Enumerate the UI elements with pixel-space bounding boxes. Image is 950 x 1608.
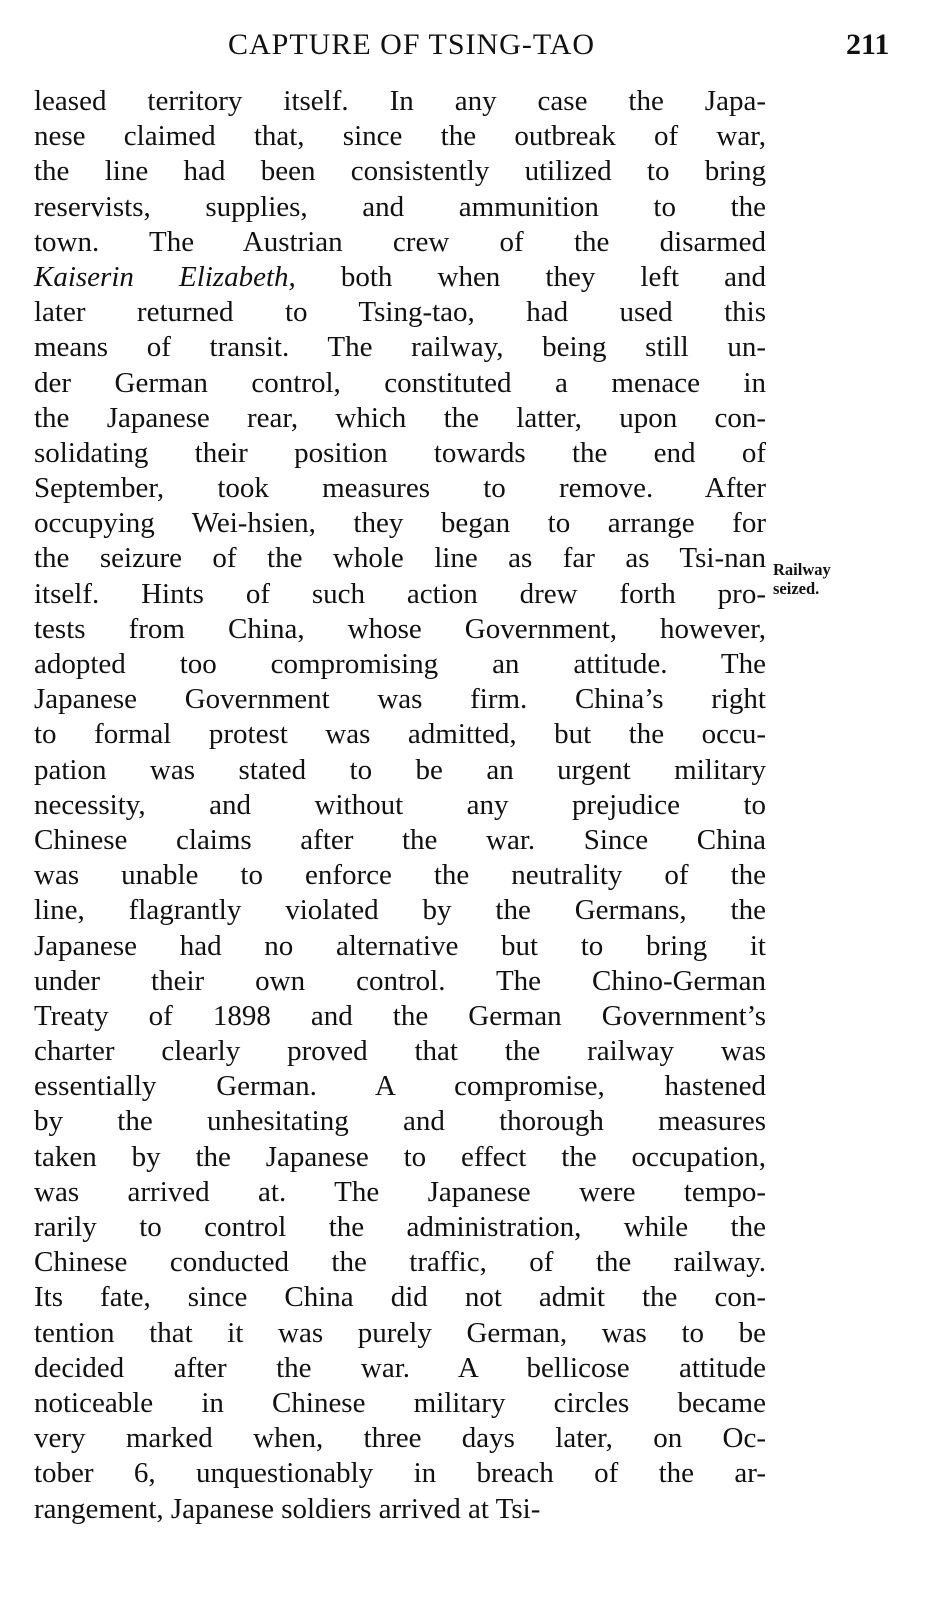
text-line: rarily to control the administration, while the: [34, 1211, 766, 1243]
text-line: means of transit. The railway, being still un-: [34, 331, 766, 364]
text-line: tention that it was purely German, was to be: [34, 1316, 766, 1349]
running-title: CAPTURE OF TSING-TAO: [228, 28, 596, 61]
text-line: decided after the war. A bellicose attitude: [34, 1351, 766, 1384]
text-line: line, flagrantly violated by the Germans, the: [34, 894, 766, 927]
text-line: tests from China, whose Government, however,: [34, 612, 766, 645]
text-line: Chinese conducted the traffic, of the railway.: [34, 1246, 766, 1279]
text-run: both when they left and: [295, 260, 766, 293]
text-line: to formal protest was admitted, but the occu-: [34, 718, 766, 751]
margin-note-line: Railway: [773, 560, 831, 579]
ship-name: Kaiserin Elizabeth,: [34, 260, 296, 293]
body-text: [34, 84, 766, 1527]
text-line: Japanese Government was firm. China’s right: [34, 683, 766, 716]
text-line: taken by the Japanese to effect the occupation,: [34, 1140, 766, 1173]
text-line: reservists, supplies, and ammunition to the: [34, 190, 766, 223]
text-line: charter clearly proved that the railway was: [34, 1035, 766, 1068]
text-line: very marked when, three days later, on Oc-: [34, 1422, 766, 1455]
text-line: occupying Wei-hsien, they began to arrange for: [34, 507, 766, 540]
text-line: was unable to enforce the neutrality of the: [34, 859, 766, 892]
running-header: [0, 28, 950, 68]
text-line: the line had been consistently utilized to bring: [34, 155, 766, 188]
text-line: [34, 260, 766, 295]
text-line: the seizure of the whole line as far as Tsi-nan: [34, 542, 766, 575]
text-line: leased territory itself. In any case the Japa-: [34, 85, 766, 117]
text-line: itself. Hints of such action drew forth pro-: [34, 577, 766, 610]
page-number: 211: [846, 28, 890, 61]
text-line: necessity, and without any prejudice to: [34, 788, 766, 821]
text-line: under their own control. The Chino-German: [34, 964, 766, 997]
text-line: was arrived at. The Japanese were tempo-: [34, 1175, 766, 1208]
text-line: Its fate, since China did not admit the con-: [34, 1281, 766, 1314]
text-line: essentially German. A compromise, hastened: [34, 1070, 766, 1103]
text-line: Treaty of 1898 and the German Government’s: [34, 999, 766, 1032]
text-line: noticeable in Chinese military circles became: [34, 1386, 766, 1419]
text-line: Japanese had no alternative but to bring it: [34, 929, 766, 962]
text-line: Chinese claims after the war. Since China: [34, 823, 766, 856]
text-line: adopted too compromising an attitude. The: [34, 648, 766, 680]
text-line: tober 6, unquestionably in breach of the ar-: [34, 1457, 766, 1490]
text-line: later returned to Tsing-tao, had used this: [34, 296, 766, 329]
margin-note-line: seized.: [773, 579, 820, 598]
text-line: by the unhesitating and thorough measures: [34, 1105, 766, 1138]
text-line: der German control, constituted a menace in: [34, 366, 766, 399]
text-line: solidating their position towards the end of: [34, 436, 766, 469]
text-line: September, took measures to remove. After: [34, 472, 766, 505]
text-line: the Japanese rear, which the latter, upon con-: [34, 401, 766, 434]
text-line: rangement, Japanese soldiers arrived at Tsi-: [34, 1492, 541, 1525]
text-line: pation was stated to be an urgent military: [34, 753, 766, 786]
margin-note: [773, 560, 883, 598]
text-line: nese claimed that, since the outbreak of war,: [34, 120, 766, 153]
text-line: town. The Austrian crew of the disarmed: [34, 225, 766, 258]
